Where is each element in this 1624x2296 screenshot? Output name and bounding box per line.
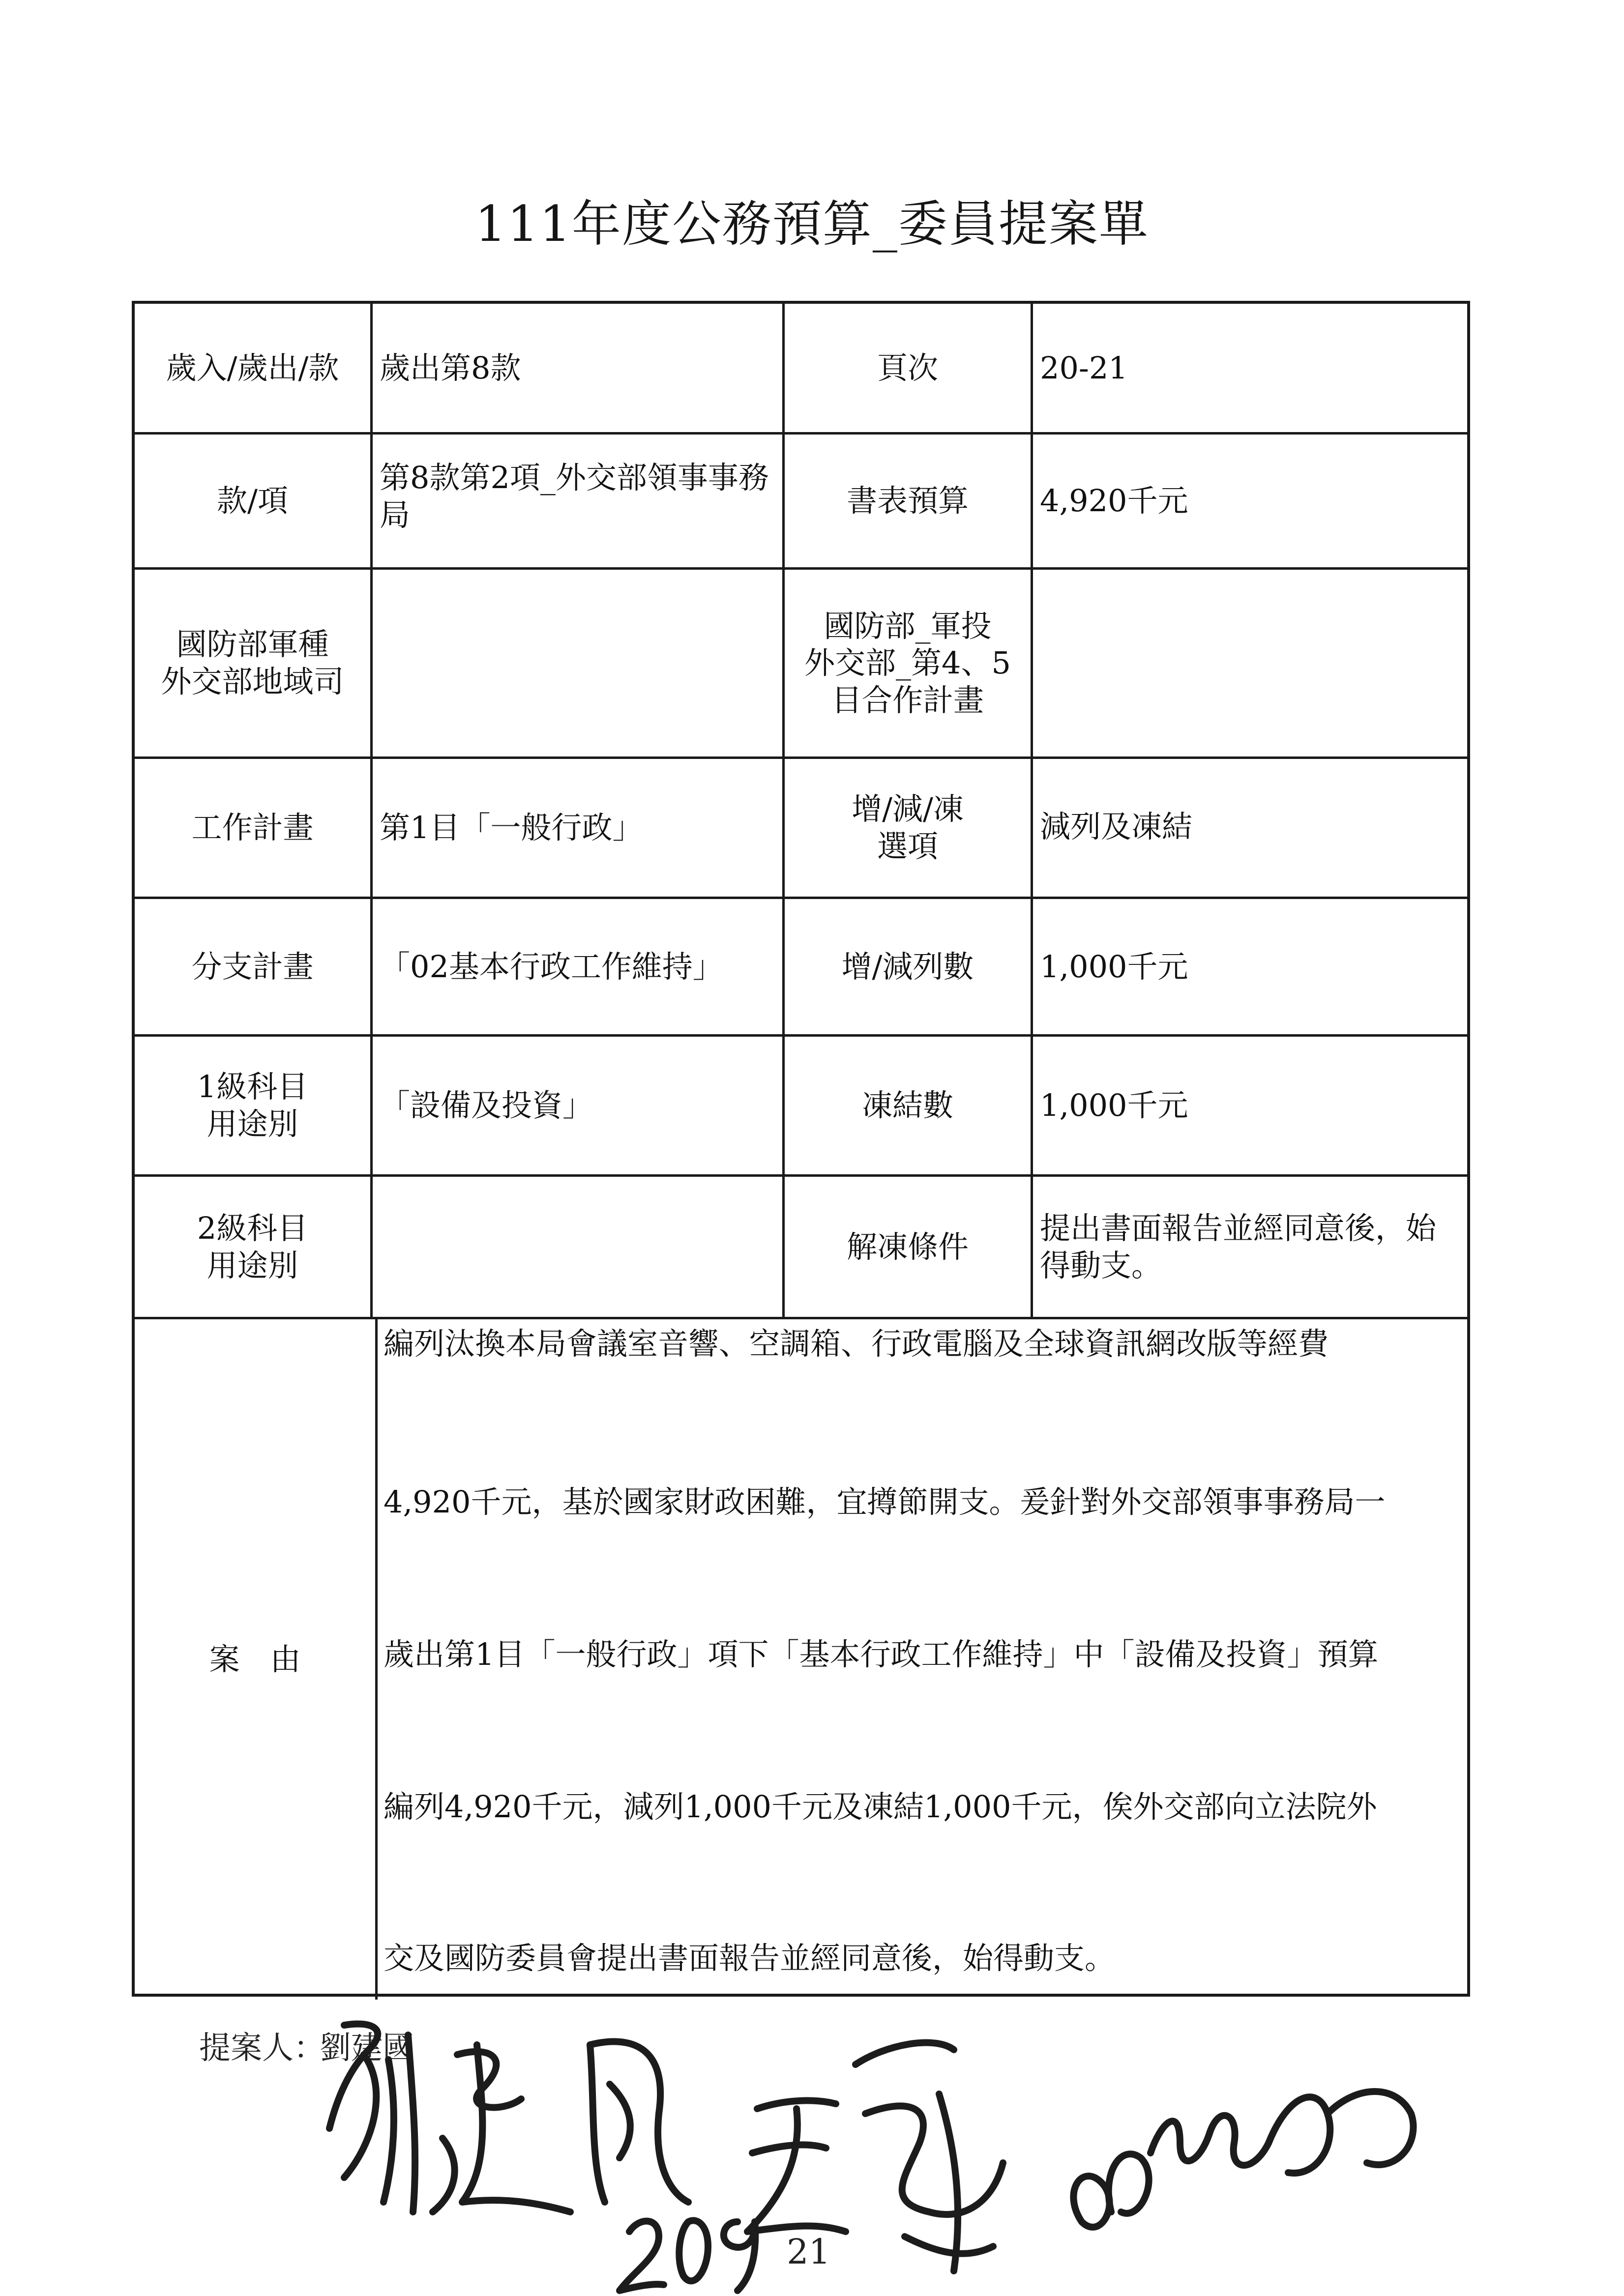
row7-value2: 提出書面報告並經同意後，始得動支。 [1033, 1177, 1467, 1319]
row4-value2: 減列及凍結 [1033, 759, 1467, 899]
row6-label2: 凍結數 [785, 1037, 1033, 1177]
signature-stroke [384, 2060, 394, 2202]
reason-line-4: 編列4,920千元，減列1,000千元及凍結1,000千元，俟外交部向立法院外 [384, 1789, 1377, 1825]
signature-stroke [433, 2138, 455, 2212]
row5-label2: 增/減列數 [785, 899, 1033, 1037]
signature-stroke [679, 2220, 708, 2281]
row3-value [373, 570, 785, 759]
row5-value2: 1,000千元 [1033, 899, 1467, 1037]
row7-value [373, 1177, 785, 1319]
row5-label: 分支計畫 [135, 899, 373, 1037]
row3-label2-line3: 目合作計畫 [831, 682, 984, 718]
signature-stroke [1151, 2121, 1210, 2161]
row6-label-line2: 用途別 [207, 1106, 298, 1142]
reason-body [378, 1319, 1473, 2000]
signature-stroke [610, 2084, 630, 2158]
row3-label-line2: 外交部地域司 [161, 664, 344, 699]
signature-stroke [747, 2109, 846, 2232]
reason-line-2: 4,920千元，基於國家財政困難，宜撙節開支。爰針對外交部領事事務局一 [384, 1484, 1386, 1520]
signature-stroke [590, 2045, 605, 2202]
row6-value: 「設備及投資」 [373, 1037, 785, 1177]
row4-value: 第1目「一般行政」 [373, 759, 785, 899]
page-number: 21 [787, 2232, 831, 2272]
row6-value2: 1,000千元 [1033, 1037, 1467, 1177]
row2-label2: 書表預算 [785, 435, 1033, 570]
reason-line-1: 編列汰換本局會議室音響、空調箱、行政電腦及全球資訊網改版等經費 [384, 1326, 1329, 1362]
signature-stroke [752, 2145, 826, 2153]
signature-stroke [905, 2237, 993, 2254]
signature-stroke [620, 2221, 664, 2291]
row5-value: 「02基本行政工作維持」 [373, 899, 785, 1037]
row2-value: 第8款第2項_外交部領事事務局 [373, 435, 785, 570]
row7-label2: 解凍條件 [785, 1177, 1033, 1319]
proposer-name: 劉建國 [320, 2030, 414, 2066]
row7-label-line2: 用途別 [207, 1247, 298, 1283]
signature-stroke [1073, 2176, 1109, 2227]
row2-value2: 4,920千元 [1033, 435, 1467, 570]
signature-stroke [1269, 2097, 1330, 2173]
signature-stroke [1109, 2154, 1149, 2213]
signature-stroke [856, 2043, 954, 2064]
reason-line-3: 歲出第1目「一般行政」項下「基本行政工作維持」中「設備及投資」預算 [384, 1636, 1379, 1672]
row3-value2 [1033, 570, 1467, 759]
row1-value2: 20-21 [1033, 304, 1467, 435]
signature-stroke [590, 2041, 688, 2202]
row6-label-line1: 1級科目 [197, 1069, 308, 1105]
reason-label: 案 由 [135, 1319, 378, 2000]
row3-label-line1: 國防部軍種 [176, 626, 329, 663]
proposer [199, 2023, 414, 2068]
signature-stroke [1210, 2116, 1269, 2165]
row3-label2-line2: 外交部_第4、5 [804, 645, 1011, 681]
row6-label [135, 1037, 373, 1177]
handwritten-signatures [315, 2015, 1485, 2296]
signature-stroke [865, 2106, 1003, 2214]
signature-stroke [408, 2035, 415, 2212]
proposal-form-table [132, 301, 1470, 1997]
row3-label2-line1: 國防部_軍投 [824, 608, 992, 644]
row2-label: 款/項 [135, 435, 373, 570]
row1-value: 歲出第8款 [373, 304, 785, 435]
document-title: 111年度公務預算_委員提案單 [475, 195, 1149, 253]
signature-stroke [462, 2045, 570, 2212]
row4-label2 [785, 759, 1033, 899]
row7-label-line1: 2級科目 [197, 1210, 308, 1246]
signature-stroke [1328, 2092, 1413, 2165]
signature-stroke [939, 2094, 958, 2271]
row4-label2-line1: 增/減/凍 [852, 791, 964, 827]
row3-label [135, 570, 373, 759]
row3-label2 [785, 570, 1033, 759]
row4-label2-line2: 選項 [877, 828, 938, 864]
proposer-label: 提案人： [199, 2030, 325, 2066]
row1-label2: 頁次 [785, 304, 1033, 435]
row1-label: 歲入/歲出/款 [135, 304, 373, 435]
row4-label: 工作計畫 [135, 759, 373, 899]
signature-stroke [457, 2052, 521, 2108]
row7-label [135, 1177, 373, 1319]
reason-line-5: 交及國防委員會提出書面報告並經同意後，始得動支。 [384, 1940, 1116, 1976]
